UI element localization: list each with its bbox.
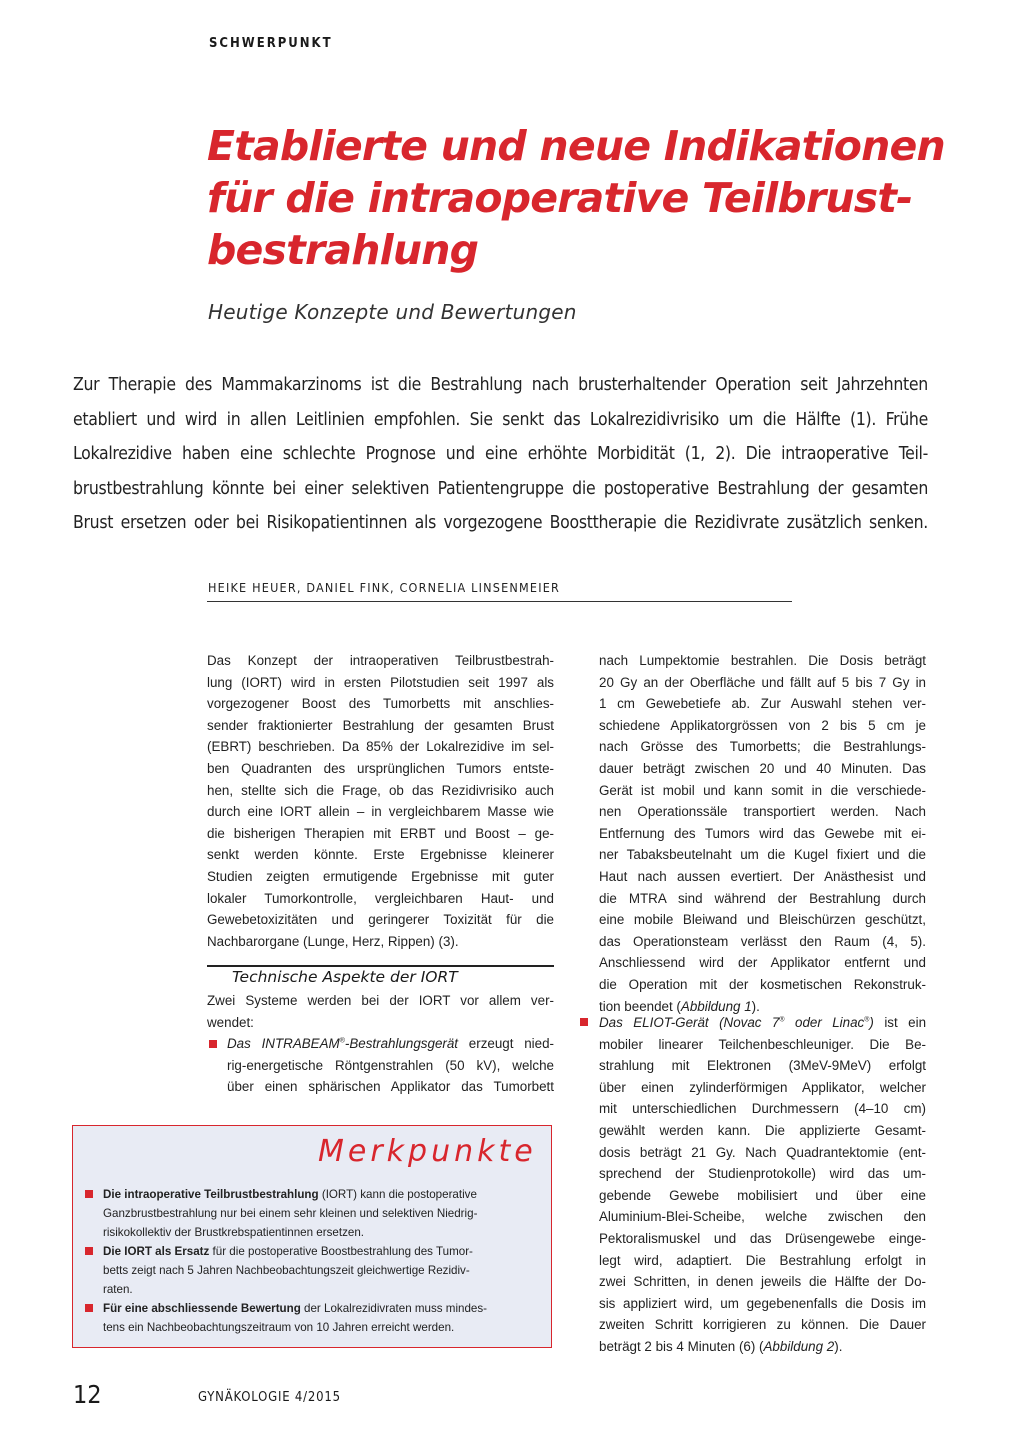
bullet-square-icon: [85, 1304, 93, 1312]
bullet-square-icon: [85, 1247, 93, 1255]
device-name-suffix: oder Linac: [784, 1015, 865, 1030]
text-line: [227, 1033, 554, 1055]
text-line: gebende Gewebe mobilisiert und über eine: [599, 1187, 926, 1203]
subheading-technical-aspects: Technische Aspekte der IORT: [232, 968, 458, 986]
text-line: schiedene Applikatorgrössen von 2 bis 5 cm je: [599, 717, 926, 733]
text-line: vorgezogener Boost des Tumorbetts mit anschlies-: [207, 696, 554, 712]
item-emphasis: Für eine abschliessende Bewertung: [103, 1302, 301, 1315]
text-line: die Operation mit der kosmetischen Rekonstruk-: [599, 976, 926, 992]
text-line: ben Quadranten des ursprünglichen Tumors entste-: [207, 760, 554, 776]
text-line: legt wird, adaptiert. Die Bestrahlung erfolgt in: [599, 1252, 926, 1268]
text-line: ner Tabaksbeutelnaht um die Kugel fixiert und die: [599, 847, 926, 863]
line-text: für die postoperative Boostbestrahlung des Tumor-: [209, 1245, 473, 1258]
text-line: über einen sphärischen Applikator das Tumorbett: [227, 1079, 554, 1095]
merkpunkt-item: [103, 1242, 523, 1299]
lead-line: Zur Therapie des Mammakarzinoms ist die Bestrahlung nach brusterhaltender Operation seit Jahrzehnten: [73, 375, 928, 395]
text-line: nach Grösse des Tumorbetts; die Bestrahlungs-: [599, 739, 926, 755]
text-line: die MTRA sind während der Bestrahlung durch: [599, 890, 926, 906]
text-line: sis appliziert wird, um gegebenenfalls die Dosis im: [599, 1295, 926, 1311]
merkpunkt-item: [103, 1185, 523, 1242]
device-name: Das INTRABEAM: [227, 1036, 340, 1051]
text-line: strahlung mit Elektronen (3MeV-9MeV) erfolgt: [599, 1058, 926, 1074]
text-line: lung (IORT) wird in ersten Pilotstudien seit 1997 als: [207, 674, 554, 690]
text-line: [599, 1336, 926, 1358]
line-text: der Lokalrezidivraten muss mindes-: [300, 1302, 488, 1315]
text-line: mit unterschiedlichen Durchmessern (4–10 cm): [599, 1101, 926, 1117]
line-text: (IORT) kann die postoperative: [318, 1188, 477, 1201]
line-text: ).: [834, 1338, 843, 1354]
bullet-square-icon: [209, 1040, 217, 1048]
text-line: 1 cm Gewebetiefe ab. Zur Auswahl stehen ver-: [599, 696, 926, 712]
text-line: lokaler Tumorkontrolle, vergleichbaren Haut- und: [207, 890, 554, 906]
line-text: beträgt 2 bis 4 Minuten (6) (: [599, 1338, 764, 1354]
text-line: nen Operationssäle transportiert werden. Nach: [599, 804, 926, 820]
text-line: Gewebetoxizitäten und geringerer Toxizität für die: [207, 912, 554, 928]
line-text: ist ein: [873, 1015, 927, 1030]
text-line: dauer beträgt zwischen 20 und 40 Minuten. Das: [599, 760, 926, 776]
text-line: sender fraktionierter Bestrahlung der gesamten Brust: [207, 717, 554, 733]
authors-divider: [207, 601, 792, 602]
text-line: Anschliessend wird der Applikator entfernt und: [599, 955, 926, 971]
device-name: Das ELIOT-Gerät (Novac 7: [599, 1015, 780, 1030]
merkpunkte-list: [103, 1185, 523, 1337]
text-line: Gerät ist mobil und kann somit in die verschiede-: [599, 782, 926, 798]
text-line: Pektoralismuskel und das Drüsengewebe einge-: [599, 1230, 926, 1246]
text-line: (EBRT) beschrieben. Da 85% der Lokalrezidive im sel-: [207, 739, 554, 755]
text-line: wendet:: [207, 1014, 254, 1030]
intro-paragraph: [207, 650, 554, 952]
text-line: das Operationsteam verlässt den Raum (4, 5).: [599, 933, 926, 949]
article-title: [207, 120, 987, 276]
line-text: tion beendet (: [599, 998, 681, 1014]
text-line: nach Lumpektomie bestrahlen. Die Dosis beträgt: [599, 653, 926, 668]
lead-line: Lokalrezidive haben eine schlechte Prognose und eine erhöhte Morbidität (1, 2). Die intraoperative Teil-: [73, 444, 928, 464]
title-line: Etablierte und neue Indikationen: [207, 122, 945, 170]
subheading-rule: [207, 965, 554, 967]
text-line: sprechend der Studienprotokolle) wird das um-: [599, 1166, 926, 1182]
eliot-item: [599, 1012, 926, 1358]
text-line: rig-energetische Röntgenstrahlen (50 kV), welche: [227, 1057, 554, 1073]
text-line: betts zeigt nach 5 Jahren Nachbeobachtungszeit gleichwertige Rezidiv-: [103, 1264, 470, 1277]
text-line: gewählt werden kann. Die applizierte Gesamt-: [599, 1122, 926, 1138]
registered-mark: ®: [779, 1016, 785, 1024]
page-number: 12: [73, 1380, 102, 1409]
lead-line: etabliert und wird in allen Leitlinien empfohlen. Sie senkt das Lokalrezidivrisiko um die Hälfte (1). Frühe: [73, 409, 928, 430]
text-line: die bisherigen Therapien mit ERBT und Boost – ge-: [207, 825, 554, 841]
text-line: 20 Gy an der Oberfläche und fällt auf 5 bis 7 Gy in: [599, 674, 926, 690]
text-line: [103, 1185, 523, 1204]
text-line: zwei Schritten, in denen jeweils die Hälfte der Do-: [599, 1274, 926, 1290]
lead-line: brustbestrahlung könnte bei einer selektiven Patientengruppe die postoperative Bestrahlung der gesamten: [73, 478, 928, 499]
text-line: Das Konzept der intraoperativen Teilbrustbestrah-: [207, 653, 554, 668]
figure-reference: Abbildung 1: [680, 998, 752, 1014]
text-line: Zwei Systeme werden bei der IORT vor allem ver-: [207, 993, 554, 1008]
text-line: Ganzbrustbestrahlung nur bei einem sehr kleinen und selektiven Niedrig-: [103, 1207, 478, 1220]
text-line: eine mobile Bleiwand und Bleischürzen geschützt,: [599, 912, 926, 928]
bullet-square-icon: [85, 1190, 93, 1198]
title-line: für die intraoperative Teilbrust-: [207, 174, 913, 222]
device-name-close: ): [869, 1015, 874, 1030]
authors-line: HEIKE HEUER, DANIEL FINK, CORNELIA LINSENMEIER: [208, 580, 561, 595]
intrabeam-item: [227, 1033, 554, 1098]
registered-mark: ®: [864, 1016, 870, 1024]
lead-line: Brust ersetzen oder bei Risikopatientinnen als vorgezogene Boosttherapie die Rezidivrate zusätzlich senken.: [73, 513, 928, 533]
item-emphasis: Die IORT als Ersatz: [103, 1245, 210, 1258]
merkpunkte-title: Merkpunkte: [318, 1134, 537, 1169]
text-line: mobiler linearer Teilchenbeschleuniger. Die Be-: [599, 1036, 926, 1052]
text-line: Entfernung des Tumors wird das Gewebe mit ei-: [599, 825, 926, 841]
text-line: risikokollektiv der Brustkrebspatientinnen ersetzen.: [103, 1226, 364, 1239]
text-line: durch eine IORT allein – in vergleichbarem Masse wie: [207, 804, 554, 820]
article-subtitle: Heutige Konzepte und Bewertungen: [208, 300, 577, 324]
line-text: ).: [751, 998, 760, 1014]
text-line: [599, 1012, 926, 1034]
title-line: bestrahlung: [207, 226, 479, 274]
text-line: tens ein Nachbeobachtungszeitraum von 10 Jahren erreicht werden.: [103, 1321, 455, 1334]
device-name-suffix: -Bestrahlungsgerät: [344, 1036, 459, 1051]
text-line: Nachbarorgane (Lunge, Herz, Rippen) (3).: [207, 933, 459, 949]
bullet-square-icon: [580, 1018, 588, 1026]
text-line: Haut nach aussen evertiert. Der Anästhesist und: [599, 868, 926, 884]
registered-mark: ®: [339, 1037, 345, 1045]
text-line: raten.: [103, 1283, 133, 1296]
merkpunkt-item: [103, 1299, 523, 1337]
systems-paragraph: [207, 990, 554, 1033]
journal-name: GYNÄKOLOGIE 4/2015: [198, 1390, 341, 1405]
text-line: [103, 1242, 523, 1261]
text-line: über einen zylinderförmigen Applikator, welcher: [599, 1079, 926, 1095]
text-line: senkt werden könnte. Erste Ergebnisse kleinerer: [207, 847, 554, 863]
lead-paragraph: [73, 368, 928, 541]
column-left: [207, 650, 554, 952]
figure-reference: Abbildung 2: [763, 1338, 835, 1354]
text-line: zweiten Schritt korrigieren zu können. Die Dauer: [599, 1317, 926, 1333]
text-line: Aluminium-Blei-Scheibe, welche zwischen den: [599, 1209, 926, 1225]
text-line: hen, stellte sich die Frage, ob das Rezidivrisiko auch: [207, 782, 554, 798]
item-emphasis: Die intraoperative Teilbrustbestrahlung: [103, 1188, 319, 1201]
text-line: dosis beträgt 21 Gy. Nach Quadrantektomie (ent-: [599, 1144, 926, 1160]
text-line: Studien zeigten ermutigende Ergebnisse mit guter: [207, 868, 554, 884]
column-right: [599, 650, 926, 1017]
text-line: [103, 1299, 523, 1318]
section-label: SCHWERPUNKT: [209, 36, 333, 51]
line-text: erzeugt nied-: [458, 1036, 554, 1051]
